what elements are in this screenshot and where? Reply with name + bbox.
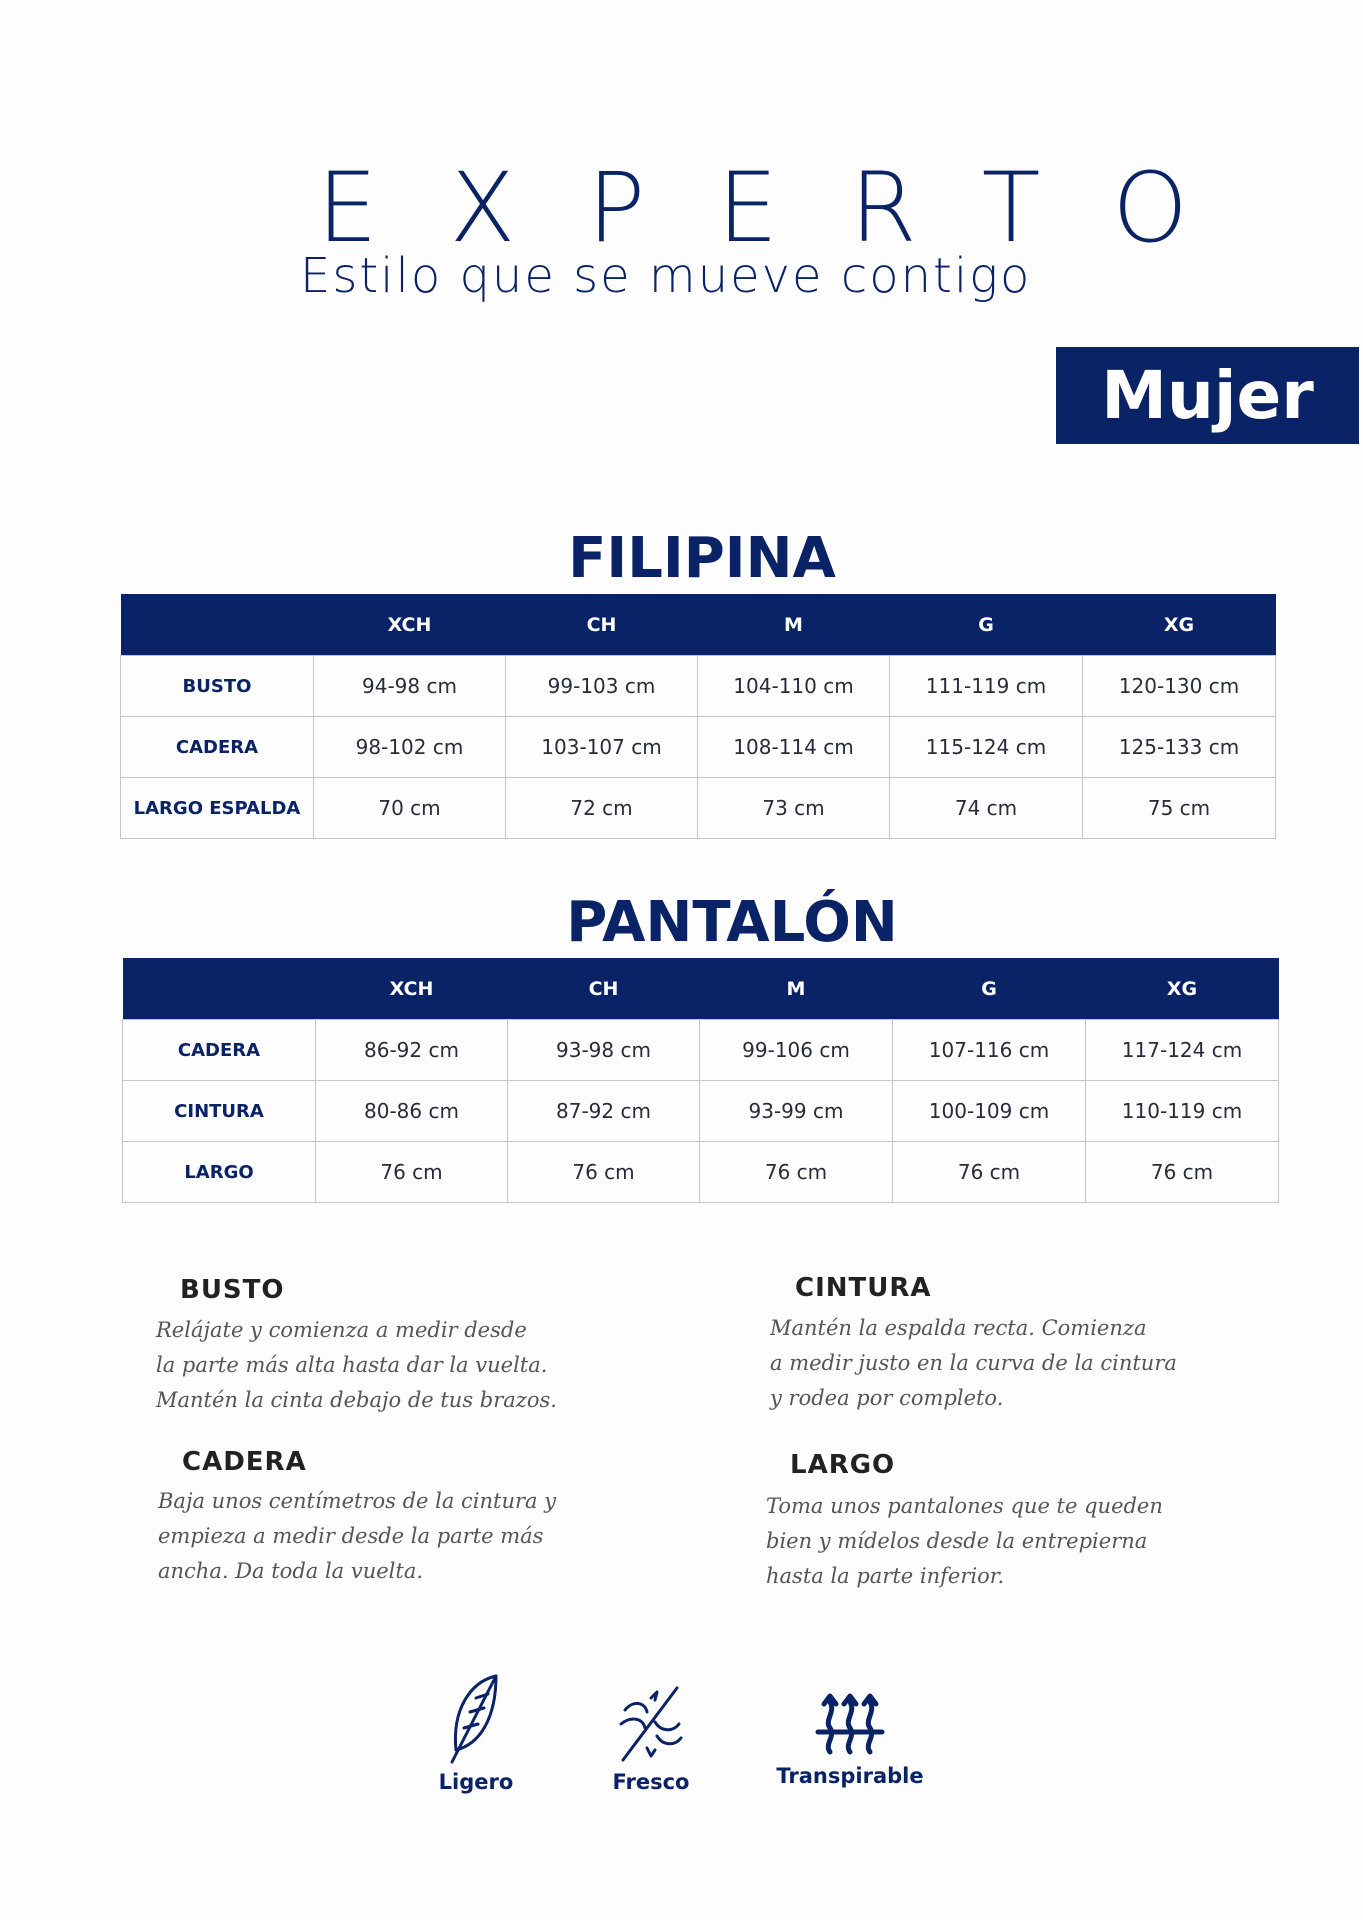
guide-line: Mantén la cinta debajo de tus brazos. bbox=[156, 1388, 557, 1412]
filipina-size-table bbox=[120, 594, 1276, 839]
table-cell: 72 cm bbox=[506, 778, 698, 839]
column-header-xg: XG bbox=[1086, 958, 1279, 1020]
table-cell: 76 cm bbox=[508, 1142, 700, 1203]
table-cell: 76 cm bbox=[316, 1142, 508, 1203]
guide-cintura-text bbox=[770, 1311, 1177, 1416]
breathable-icon bbox=[810, 1690, 890, 1760]
guide-line: y rodea por completo. bbox=[770, 1386, 1004, 1410]
guide-line: Toma unos pantalones que te queden bbox=[766, 1494, 1163, 1518]
feature-ligero bbox=[386, 1670, 566, 1794]
row-label: BUSTO bbox=[121, 656, 314, 717]
table-cell: 94-98 cm bbox=[314, 656, 506, 717]
table-cell: 107-116 cm bbox=[893, 1020, 1086, 1081]
tagline: Estilo que se mueve contigo bbox=[300, 248, 1032, 304]
table-cell: 76 cm bbox=[1086, 1142, 1279, 1203]
gender-badge: Mujer bbox=[1056, 347, 1359, 444]
table-cell: 70 cm bbox=[314, 778, 506, 839]
column-header-m: M bbox=[700, 958, 893, 1020]
feature-label: Fresco bbox=[612, 1770, 690, 1794]
column-header-ch: CH bbox=[508, 958, 700, 1020]
column-header bbox=[121, 594, 314, 656]
pantalon-size-table bbox=[122, 958, 1279, 1203]
column-header-g: G bbox=[890, 594, 1083, 656]
table-cell: 99-103 cm bbox=[506, 656, 698, 717]
guide-busto-title: BUSTO bbox=[180, 1275, 285, 1305]
brand-logo: EXPERTO bbox=[317, 152, 1260, 264]
column-header-g: G bbox=[893, 958, 1086, 1020]
feature-transpirable bbox=[760, 1690, 940, 1788]
table-cell: 98-102 cm bbox=[314, 717, 506, 778]
column-header-xch: XCH bbox=[316, 958, 508, 1020]
guide-line: bien y mídelos desde la entrepierna bbox=[766, 1529, 1148, 1553]
table-cell: 115-124 cm bbox=[890, 717, 1083, 778]
table-cell: 125-133 cm bbox=[1083, 717, 1276, 778]
guide-line: ancha. Da toda la vuelta. bbox=[158, 1559, 424, 1583]
table-cell: 76 cm bbox=[893, 1142, 1086, 1203]
row-label: CADERA bbox=[121, 717, 314, 778]
table-cell: 108-114 cm bbox=[698, 717, 890, 778]
table-row bbox=[123, 1142, 1279, 1203]
guide-line: hasta la parte inferior. bbox=[766, 1564, 1005, 1588]
column-header-xg: XG bbox=[1083, 594, 1276, 656]
guide-cintura-title: CINTURA bbox=[795, 1273, 932, 1303]
table-header-row bbox=[123, 958, 1279, 1020]
row-label: CADERA bbox=[123, 1020, 316, 1081]
table-cell: 103-107 cm bbox=[506, 717, 698, 778]
table-row bbox=[121, 778, 1276, 839]
table-row bbox=[123, 1020, 1279, 1081]
feather-icon bbox=[436, 1670, 516, 1766]
table-row bbox=[121, 656, 1276, 717]
table-cell: 99-106 cm bbox=[700, 1020, 893, 1081]
table-cell: 74 cm bbox=[890, 778, 1083, 839]
table-cell: 120-130 cm bbox=[1083, 656, 1276, 717]
table-cell: 75 cm bbox=[1083, 778, 1276, 839]
table-cell: 73 cm bbox=[698, 778, 890, 839]
table-cell: 117-124 cm bbox=[1086, 1020, 1279, 1081]
guide-line: la parte más alta hasta dar la vuelta. bbox=[156, 1353, 548, 1377]
guide-line: a medir justo en la curva de la cintura bbox=[770, 1351, 1177, 1375]
guide-cadera-text bbox=[158, 1484, 556, 1589]
column-header-xch: XCH bbox=[314, 594, 506, 656]
guide-line: Mantén la espalda recta. Comienza bbox=[770, 1316, 1147, 1340]
table-cell: 104-110 cm bbox=[698, 656, 890, 717]
table-cell: 80-86 cm bbox=[316, 1081, 508, 1142]
guide-largo-title: LARGO bbox=[790, 1450, 896, 1480]
table-cell: 76 cm bbox=[700, 1142, 893, 1203]
column-header-ch: CH bbox=[506, 594, 698, 656]
column-header bbox=[123, 958, 316, 1020]
feature-label: Ligero bbox=[438, 1770, 514, 1794]
feature-fresco bbox=[561, 1680, 741, 1794]
feature-label: Transpirable bbox=[776, 1764, 924, 1788]
table-cell: 86-92 cm bbox=[316, 1020, 508, 1081]
guide-cadera-title: CADERA bbox=[182, 1447, 307, 1477]
row-label: LARGO ESPALDA bbox=[121, 778, 314, 839]
pantalon-title: PANTALÓN bbox=[566, 890, 898, 955]
guide-line: Baja unos centímetros de la cintura y bbox=[158, 1489, 557, 1513]
table-row bbox=[121, 717, 1276, 778]
filipina-title: FILIPINA bbox=[568, 526, 836, 591]
row-label: LARGO bbox=[123, 1142, 316, 1203]
table-cell: 111-119 cm bbox=[890, 656, 1083, 717]
guide-line: empieza a medir desde la parte más bbox=[158, 1524, 544, 1548]
guide-busto-text bbox=[156, 1313, 557, 1418]
table-cell: 87-92 cm bbox=[508, 1081, 700, 1142]
cool-airflow-icon bbox=[611, 1680, 691, 1766]
table-row bbox=[123, 1081, 1279, 1142]
table-cell: 93-99 cm bbox=[700, 1081, 893, 1142]
table-cell: 110-119 cm bbox=[1086, 1081, 1279, 1142]
guide-largo-text bbox=[766, 1489, 1163, 1594]
table-header-row bbox=[121, 594, 1276, 656]
table-cell: 93-98 cm bbox=[508, 1020, 700, 1081]
guide-line: Relájate y comienza a medir desde bbox=[156, 1318, 527, 1342]
column-header-m: M bbox=[698, 594, 890, 656]
row-label: CINTURA bbox=[123, 1081, 316, 1142]
table-cell: 100-109 cm bbox=[893, 1081, 1086, 1142]
